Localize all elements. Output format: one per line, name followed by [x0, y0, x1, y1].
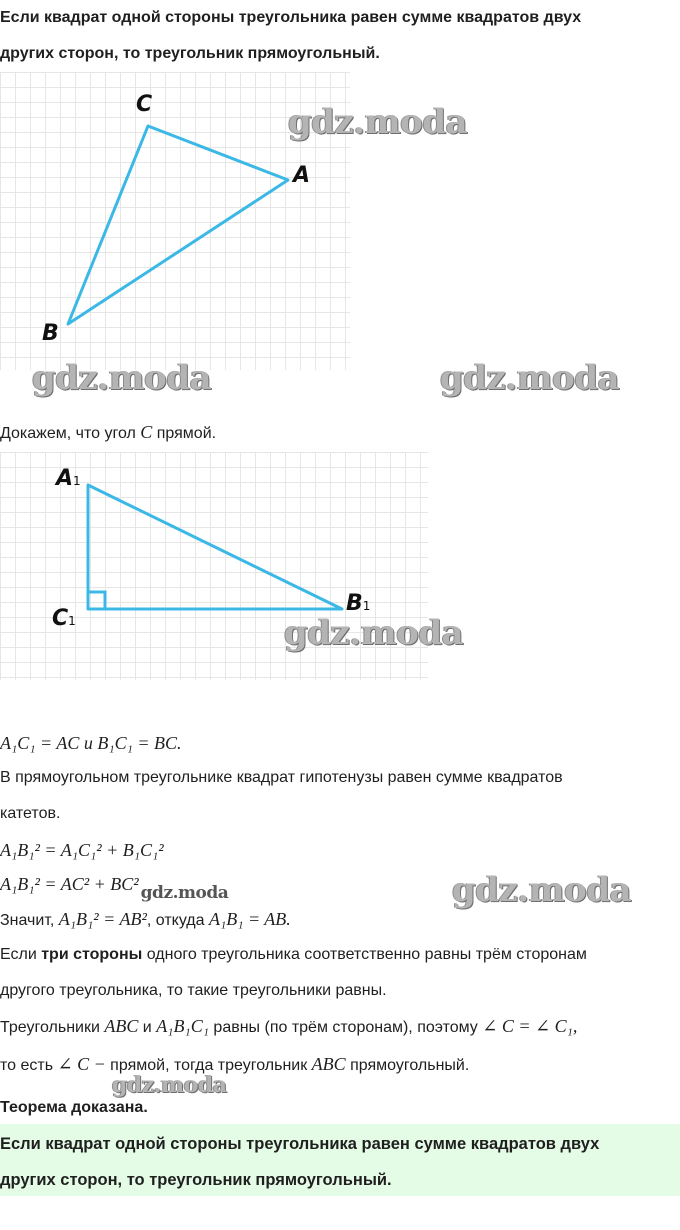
watermark-5: gdz.moda [452, 870, 632, 910]
conclusion-eq-2: A₁B₁ = AB. [208, 909, 291, 929]
sss-line-2: другого треугольника, то такие треугольники равны. [0, 982, 387, 999]
conclusion-eq-1: A₁B₁² = AB² [58, 909, 147, 929]
prove-prefix: Докажем, что угол [0, 425, 141, 442]
pythagoras-line-1: В прямоугольном треугольнике квадрат гипотенузы равен сумме квадратов [0, 769, 563, 786]
theorem-box-text [0, 1126, 676, 1198]
prove-text [0, 414, 676, 452]
theorem-box-line-2: других сторон, то треугольник прямоугольный. [0, 1171, 392, 1189]
vertex-c-label: C [136, 92, 153, 117]
vertex-c1-label: C1 [52, 606, 76, 631]
vertex-b1-label: B1 [346, 591, 371, 616]
conclusion-text: Значит, A₁B₁² = AB², откуда A₁B₁ = AB. [0, 909, 291, 929]
theorem-line-2: других сторон, то треугольник прямоугольный. [0, 45, 380, 62]
theorem-statement [0, 0, 676, 72]
angles-equal: ∠ C = ∠ C₁, [482, 1016, 578, 1036]
sss-bold: три стороны [41, 946, 143, 963]
watermark-6: gdz.moda [112, 1072, 227, 1098]
vertex-a1-label: A1 [56, 466, 81, 491]
sss-text: Если три стороны одного треугольника соответственно равны трём сторонам другого треугольника, то такие треугольники равны. [0, 946, 587, 999]
equal-sides-text: A₁C₁ = AC и B₁C₁ = BC. [0, 733, 182, 753]
triangle-a1b1c1-shape [88, 485, 342, 609]
vertex-b-label: B [42, 321, 59, 346]
watermark-1: gdz.moda [288, 102, 468, 142]
formula-2: A₁B₁² = AC² + BC² [0, 874, 139, 894]
watermark-inline: gdz.moda [140, 883, 229, 903]
prove-var: C [140, 422, 153, 442]
formula-1: A₁B₁² = A₁C₁² + B₁C₁² [0, 840, 164, 860]
triangle-abc-shape [68, 126, 288, 324]
watermark-3: gdz.moda [440, 358, 620, 398]
watermark-2: gdz.moda [32, 358, 212, 398]
theorem-line-1: Если квадрат одной стороны треугольника равен сумме квадратов двух [0, 9, 582, 26]
right-angle-mark [88, 592, 105, 609]
proved-text: Теорема доказана. [0, 1099, 148, 1116]
theorem-box-line-1: Если квадрат одной стороны треугольника равен сумме квадратов двух [0, 1135, 600, 1153]
equal-triangles-text: Треугольники ABC и A₁B₁C₁ равны (по трём сторонам), поэтому ∠ C = ∠ C₁, то есть ∠ C − прямой, тогда треугольник ABC прямоугольный. [0, 1016, 578, 1074]
pythagoras-text [0, 760, 676, 832]
pythagoras-line-2: катетов. [0, 805, 61, 822]
vertex-a-label: A [293, 163, 311, 188]
prove-suffix: прямой. [152, 425, 217, 442]
watermark-4: gdz.moda [284, 613, 464, 653]
